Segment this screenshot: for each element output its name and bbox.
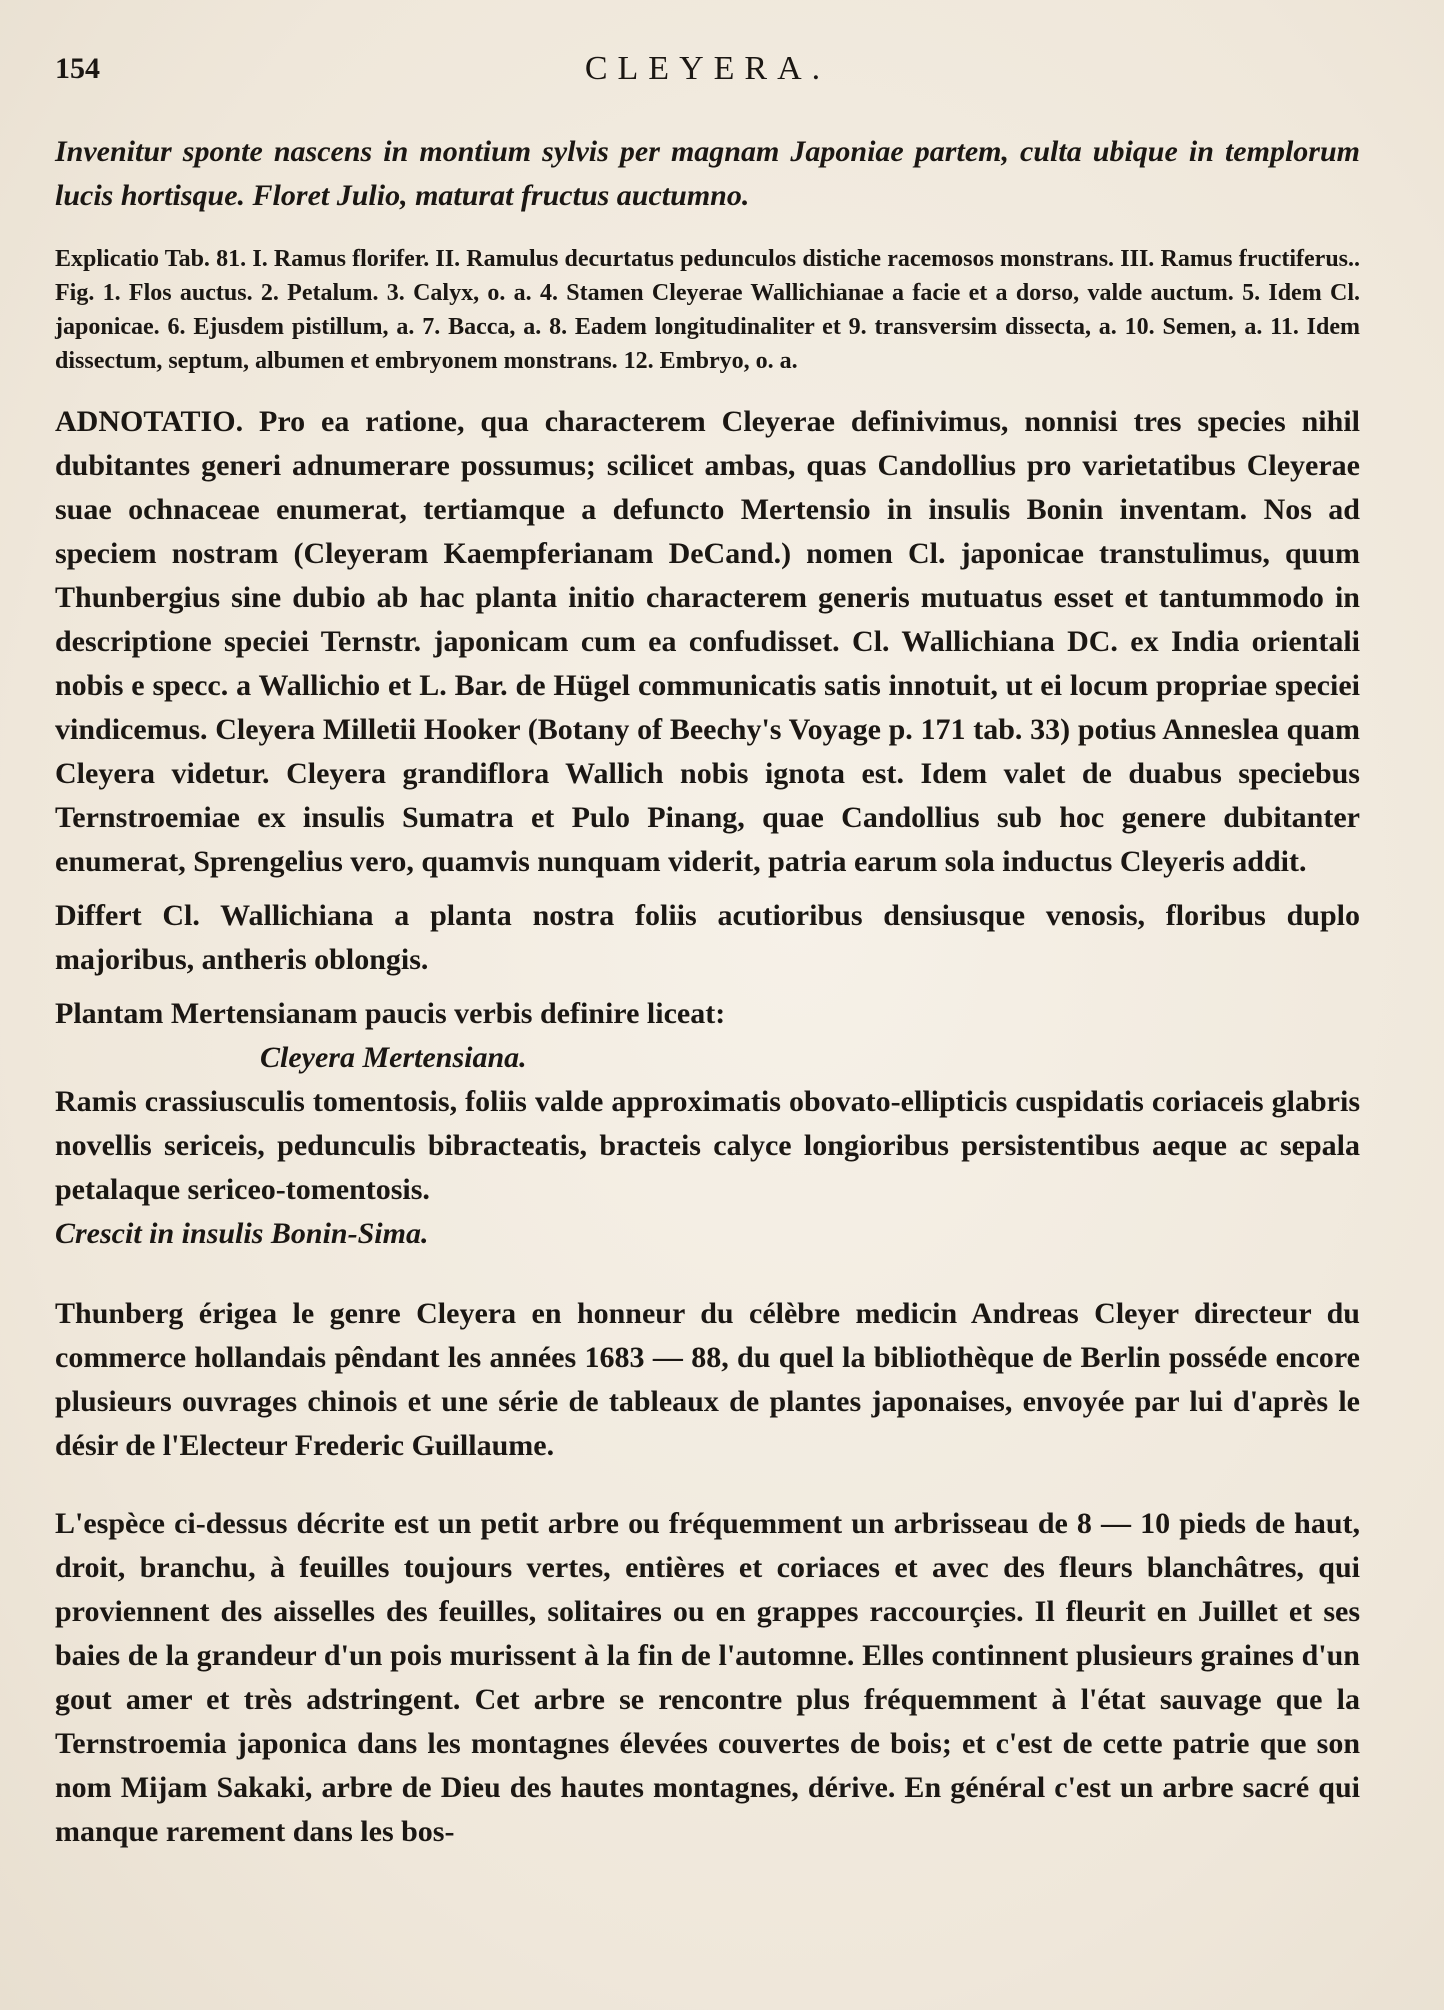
book-page — [55, 40, 1360, 1854]
explicatio-paragraph: Explicatio Tab. 81. I. Ramus florifer. II. Ramulus decurtatus pedunculos distiche racemosos monstrans. III. Ramus fructiferus.. Fig. 1. Flos auctus. 2. Petalum. 3. Calyx, o. a. 4. Stamen Cleyerae Wallichianae a facie et a dorso, valde auctum. 5. Idem Cl. japonicae. 6. Ejusdem pistillum, a. 7. Bacca, a. 8. Eadem longitudinaliter et 9. transversim dissecta, a. 10. Semen, a. 11. Idem dissectum, septum, albumen et embryonem monstrans. 12. Embryo, o. a. — [55, 246, 1360, 374]
species-description: Ramis crassiusculis tomentosis, foliis valde approximatis obovato-ellipticis cuspidatis coriaceis glabris novellis sericeis, pedunculis bibracteatis, bracteis calyce longioribus persistentibus aeque ac sepala petalaque sericeo-tomentosis. — [55, 1085, 1360, 1206]
page-number: 154 — [55, 52, 100, 85]
plantam-paragraph: Plantam Mertensianam paucis verbis definire liceat: — [55, 997, 726, 1030]
thunberg-french-paragraph: Thunberg érigea le genre Cleyera en honneur du célèbre medicin Andreas Cleyer directeur du commerce hollandais pêndant les années 1683 — 88, du quel la bibliothèque de Berlin posséde encore plusieurs ouvrages chinois et une série de tableaux de plantes japonaises, envoyée par lui d'après le désir de l'Electeur Frederic Guillaume. — [55, 1297, 1360, 1462]
differt-paragraph: Differt Cl. Wallichiana a planta nostra foliis acutioribus densiusque venosis, floribus duplo majoribus, antheris oblongis. — [55, 899, 1360, 976]
espece-french-paragraph: L'espèce ci-dessus décrite est un petit arbre ou fréquemment un arbrisseau de 8 — 10 pieds de haut, droit, branchu, à feuilles toujours vertes, entières et coriaces et avec des fleurs blanchâtres, qui proviennent des aisselles des feuilles, solitaires ou en grappes raccourçies. Il fleurit en Juillet et ses baies de la grandeur d'un pois murissent à la fin de l'automne. Elles continnent plusieurs graines d'un gout amer et très adstringent. Cet arbre se rencontre plus fréquemment à l'état sauvage que la Ternstroemia japonica dans les montagnes élevées couvertes de bois; et c'est de cette patrie que son nom Mijam Sakaki, arbre de Dieu des hautes montagnes, dérive. En général c'est un arbre sacré qui manque rarement dans les bos- — [55, 1507, 1360, 1848]
page-header — [55, 40, 1360, 100]
running-title: CLEYERA. — [584, 50, 831, 87]
crescit-paragraph: Crescit in insulis Bonin-Sima. — [55, 1217, 429, 1250]
adnotatio-paragraph: ADNOTATIO. Pro ea ratione, qua characterem Cleyerae definivimus, nonnisi tres species nihil dubitantes generi adnumerare possumus; scilicet ambas, quas Candollius pro varietatibus Cleyerae suae ochnaceae enumerat, tertiamque a defuncto Mertensio in insulis Bonin inventam. Nos ad speciem nostram (Cleyeram Kaempferianam DeCand.) nomen Cl. japonicae transtulimus, quum Thunbergius sine dubio ab hac planta initio characterem generis mutuatus esset et tantummodo in descriptione speciei Ternstr. japonicam cum ea confudisset. Cl. Wallichiana DC. ex India orientali nobis e specc. a Wallichio et L. Bar. de Hügel communicatis satis innotuit, ut ei locum propriae speciei vindicemus. Cleyera Milletii Hooker (Botany of Beechy's Voyage p. 171 tab. 33) potius Anneslea quam Cleyera videtur. Cleyera grandiflora Wallich nobis ignota est. Idem valet de duabus speciebus Ternstroemiae ex insulis Sumatra et Pulo Pinang, quae Candollius sub hoc genere dubitanter enumerat, Sprengelius vero, quamvis nunquam viderit, patria earum sola inductus Cleyeris addit. — [55, 405, 1360, 878]
habitat-latin-paragraph: Invenitur sponte nascens in montium sylvis per magnam Japoniae partem, culta ubique in templorum lucis hortisque. Floret Julio, maturat fructus auctumno. — [55, 135, 1360, 212]
species-name: Cleyera Mertensiana. — [260, 1041, 527, 1074]
